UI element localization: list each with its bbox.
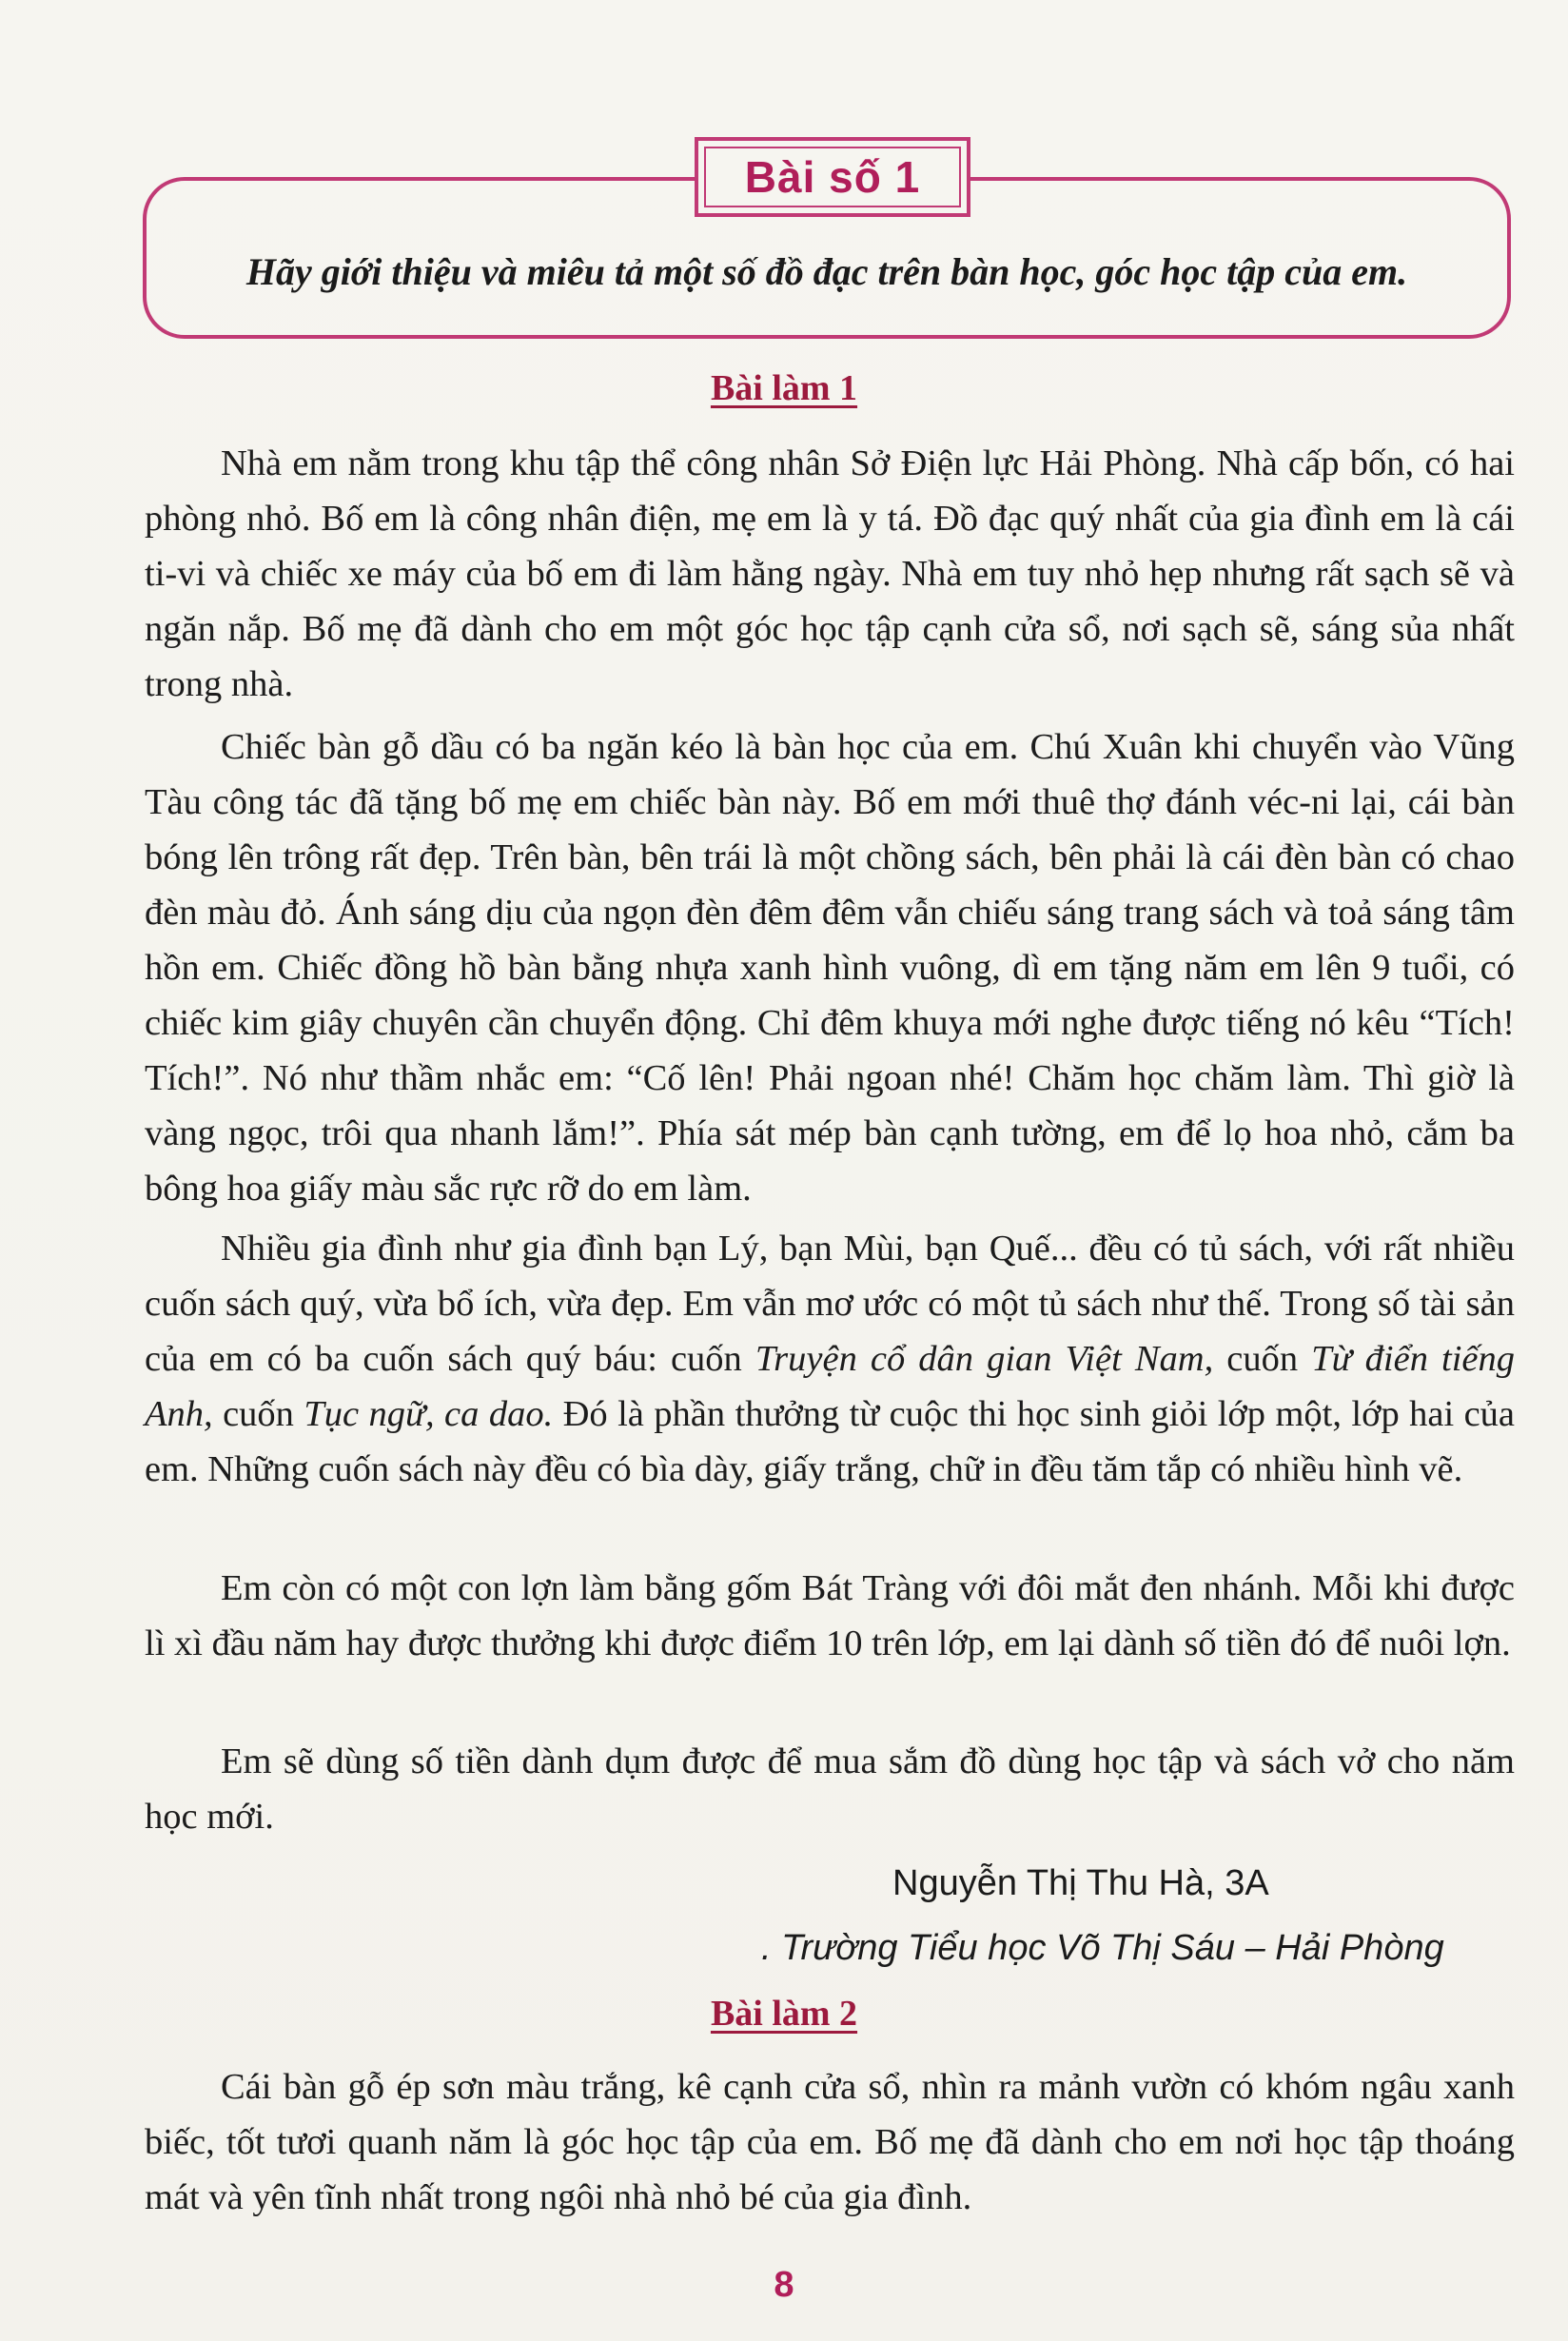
essay-2-heading: Bài làm 2 <box>710 1994 858 2034</box>
p3-text-a: Nhiều gia đình như gia đình bạn Lý, bạn Mùi, bạn Quế... đều có tủ sách, với rất nhiều cuốn sách quý, vừa bổ ích, vừa đẹp. Em vẫn mơ ước có một tủ sách như thế. Trong số tài sản của em có ba cuốn sách quý báu: cuốn <box>145 1229 1515 1379</box>
book-title-1: Truyện cổ dân gian Việt Nam, <box>755 1339 1214 1379</box>
author-school: . Trường Tiểu học Võ Thị Sáu – Hải Phòng <box>761 1928 1444 1968</box>
essay-1-heading: Bài làm 1 <box>710 368 858 408</box>
essay-1-paragraph-5: Em sẽ dùng số tiền dành dụm được để mua sắm đồ dùng học tập và sách vở cho năm học mới. <box>145 1741 1515 1837</box>
essay-1-paragraph-3 <box>145 1221 1515 1497</box>
p3-text-c: cuốn <box>212 1394 304 1434</box>
book-title-3: Tục ngữ, ca dao. <box>304 1394 554 1434</box>
essay-1-paragraph-4: Em còn có một con lợn làm bằng gốm Bát Tràng với đôi mắt đen nhánh. Mỗi khi được lì xì đầu năm hay được thưởng khi được điểm 10 trên lớp, em lại dành số tiền đó để nuôi lợn. <box>145 1568 1515 1663</box>
essay-1-paragraph-2: Chiếc bàn gỗ dầu có ba ngăn kéo là bàn học của em. Chú Xuân khi chuyển vào Vũng Tàu công tác đã tặng bố mẹ em chiếc bàn này. Bố em mới thuê thợ đánh véc-ni lại, cái bàn bóng lên trông rất đẹp. Trên bàn, bên trái là một chồng sách, bên phải là cái đèn bàn có chao đèn màu đỏ. Ánh sáng dịu của ngọn đèn đêm đêm vẫn chiếu sáng trang sách và toả sáng tâm hồn em. Chiếc đồng hồ bàn bằng nhựa xanh hình vuông, dì em tặng năm em lên 9 tuổi, có chiếc kim giây chuyên cần chuyển động. Chỉ đêm khuya mới nghe được tiếng nó kêu “Tích! Tích!”. Nó như thầm nhắc em: “Cố lên! Phải ngoan nhé! Chăm học chăm làm. Thì giờ là vàng ngọc, trôi qua nhanh lắm!”. Phía sát mép bàn cạnh tường, em để lọ hoa nhỏ, cắm ba bông hoa giấy màu sắc rực rỡ do em làm. <box>145 727 1515 1209</box>
p3-text-d: Đó là phần thưởng từ cuộc thi học sinh giỏi lớp một, lớp hai của em. Những cuốn sách này đều có bìa dày, giấy trắng, chữ in đều tăm tắp có nhiều hình vẽ. <box>145 1394 1516 1489</box>
exercise-title: Bài số 1 <box>744 152 921 202</box>
exercise-prompt: Hãy giới thiệu và miêu tả một số đồ đạc trên bàn học, góc học tập của em. <box>245 250 1408 293</box>
book-title-2: Từ điển tiếng Anh, <box>145 1339 1515 1434</box>
author-signature: Nguyễn Thị Thu Hà, 3A <box>892 1863 1269 1903</box>
essay-2-paragraph-1: Cái bàn gỗ ép sơn màu trắng, kê cạnh cửa sổ, nhìn ra mảnh vườn có khóm ngâu xanh biếc, tốt tươi quanh năm là góc học tập của em. Bố mẹ đã dành cho em nơi học tập thoáng mát và yên tĩnh nhất trong ngôi nhà nhỏ bé của gia đình. <box>145 2067 1515 2217</box>
p3-text-b: cuốn <box>1213 1339 1312 1379</box>
title-tab <box>695 137 970 217</box>
essay-1-paragraph-1: Nhà em nằm trong khu tập thể công nhân Sở Điện lực Hải Phòng. Nhà cấp bốn, có hai phòng nhỏ. Bố em là công nhân điện, mẹ em là y tá. Đồ đạc quý nhất của gia đình em là cái ti-vi và chiếc xe máy của bố em đi làm hằng ngày. Nhà em tuy nhỏ hẹp nhưng rất sạch sẽ và ngăn nắp. Bố mẹ đã dành cho em một góc học tập cạnh cửa sổ, nơi sạch sẽ, sáng sủa nhất trong nhà. <box>145 443 1515 704</box>
page-number: 8 <box>774 2265 794 2305</box>
